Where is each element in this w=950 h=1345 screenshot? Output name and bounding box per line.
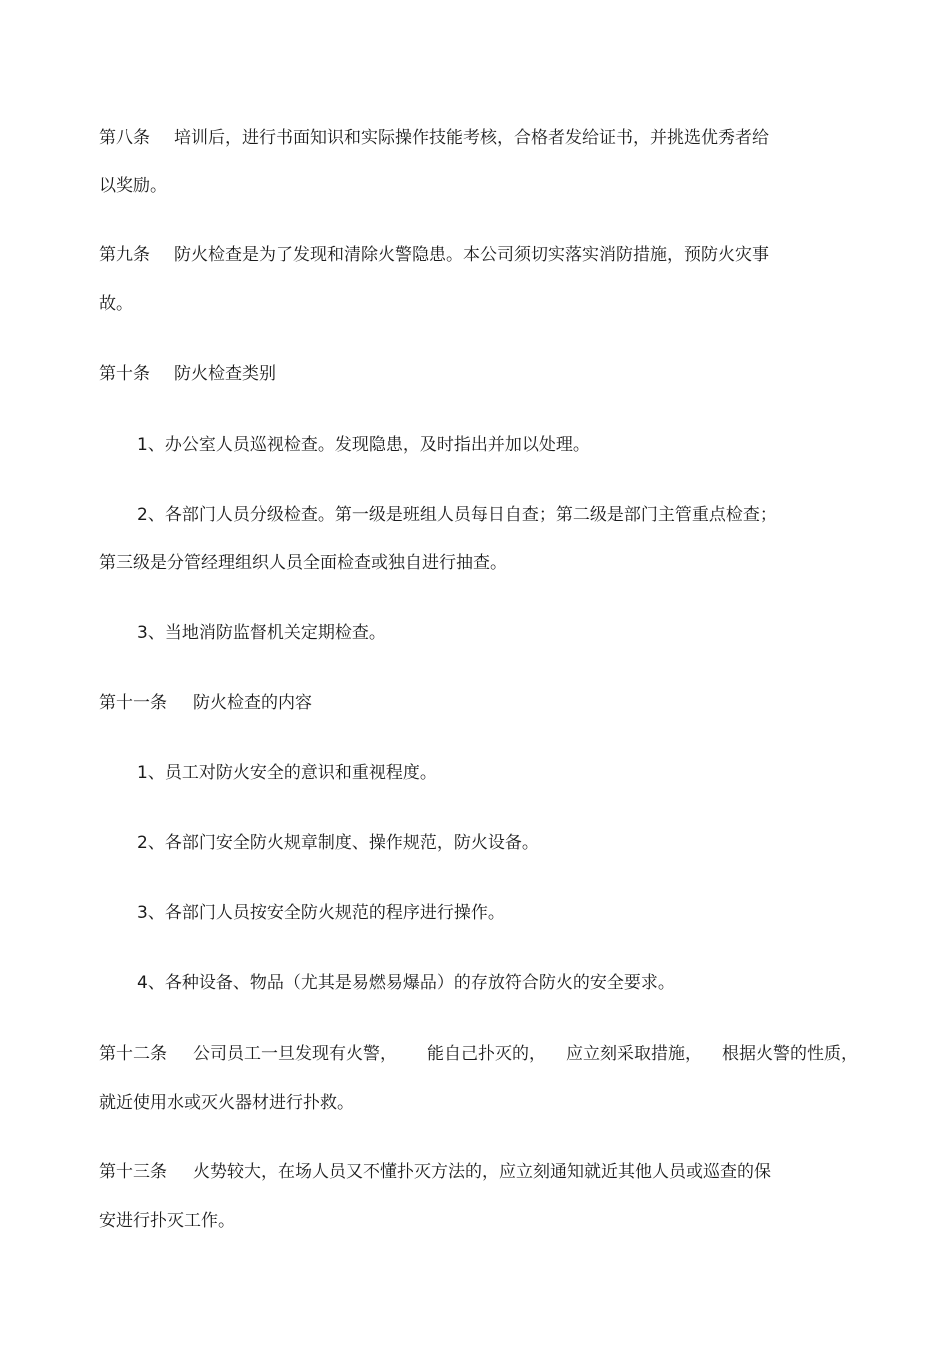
article-12-seg-2: 能自己扑灭的， (427, 1044, 546, 1064)
article-12-label: 第十二条 (99, 1044, 167, 1064)
article-11-heading (99, 693, 312, 713)
article-12-seg-4: 根据火警的性质， (722, 1044, 858, 1064)
article-10-item-2: 2、各部门人员分级检查。第一级是班组人员每日自查；第二级是部门主管重点检查； (137, 505, 777, 525)
article-9-line-2: 故。 (99, 294, 133, 314)
article-10-item-1: 1、办公室人员巡视检查。发现隐患，及时指出并加以处理。 (137, 435, 590, 455)
article-12-seg-1: 公司员工一旦发现有火警， (193, 1044, 397, 1064)
article-11-item-4: 4、各种设备、物品（尤其是易燃易爆品）的存放符合防火的安全要求。 (137, 973, 675, 993)
article-10-label: 第十条 (99, 364, 150, 384)
article-8-line-1 (99, 128, 769, 148)
article-13-line-1 (99, 1162, 771, 1182)
article-11-text: 防火检查的内容 (193, 693, 312, 713)
article-13-label: 第十三条 (99, 1162, 167, 1182)
article-11-item-2: 2、各部门安全防火规章制度、操作规范，防火设备。 (137, 833, 539, 853)
article-11-item-1: 1、员工对防火安全的意识和重视程度。 (137, 763, 437, 783)
article-12-seg-3: 应立刻采取措施， (566, 1044, 702, 1064)
article-13-line-2: 安进行扑灭工作。 (99, 1211, 235, 1231)
article-9-line-1 (99, 245, 769, 265)
article-13-text: 火势较大，在场人员又不懂扑灭方法的，应立刻通知就近其他人员或巡查的保 (193, 1162, 771, 1182)
article-12-line-2: 就近使用水或灭火器材进行扑救。 (99, 1093, 354, 1113)
article-10-heading (99, 364, 276, 384)
article-8-line-2: 以奖励。 (99, 176, 167, 196)
article-8-text: 培训后，进行书面知识和实际操作技能考核，合格者发给证书，并挑选优秀者给 (174, 128, 769, 148)
article-12-line-1 (99, 1044, 858, 1064)
article-8-label: 第八条 (99, 128, 150, 148)
article-10-item-2-cont: 第三级是分管经理组织人员全面检查或独自进行抽查。 (99, 553, 507, 573)
article-11-item-3: 3、各部门人员按安全防火规范的程序进行操作。 (137, 903, 505, 923)
article-9-label: 第九条 (99, 245, 150, 265)
article-9-text: 防火检查是为了发现和清除火警隐患。本公司须切实落实消防措施，预防火灾事 (174, 245, 769, 265)
article-10-text: 防火检查类别 (174, 364, 276, 384)
article-11-label: 第十一条 (99, 693, 167, 713)
article-10-item-3: 3、当地消防监督机关定期检查。 (137, 623, 386, 643)
